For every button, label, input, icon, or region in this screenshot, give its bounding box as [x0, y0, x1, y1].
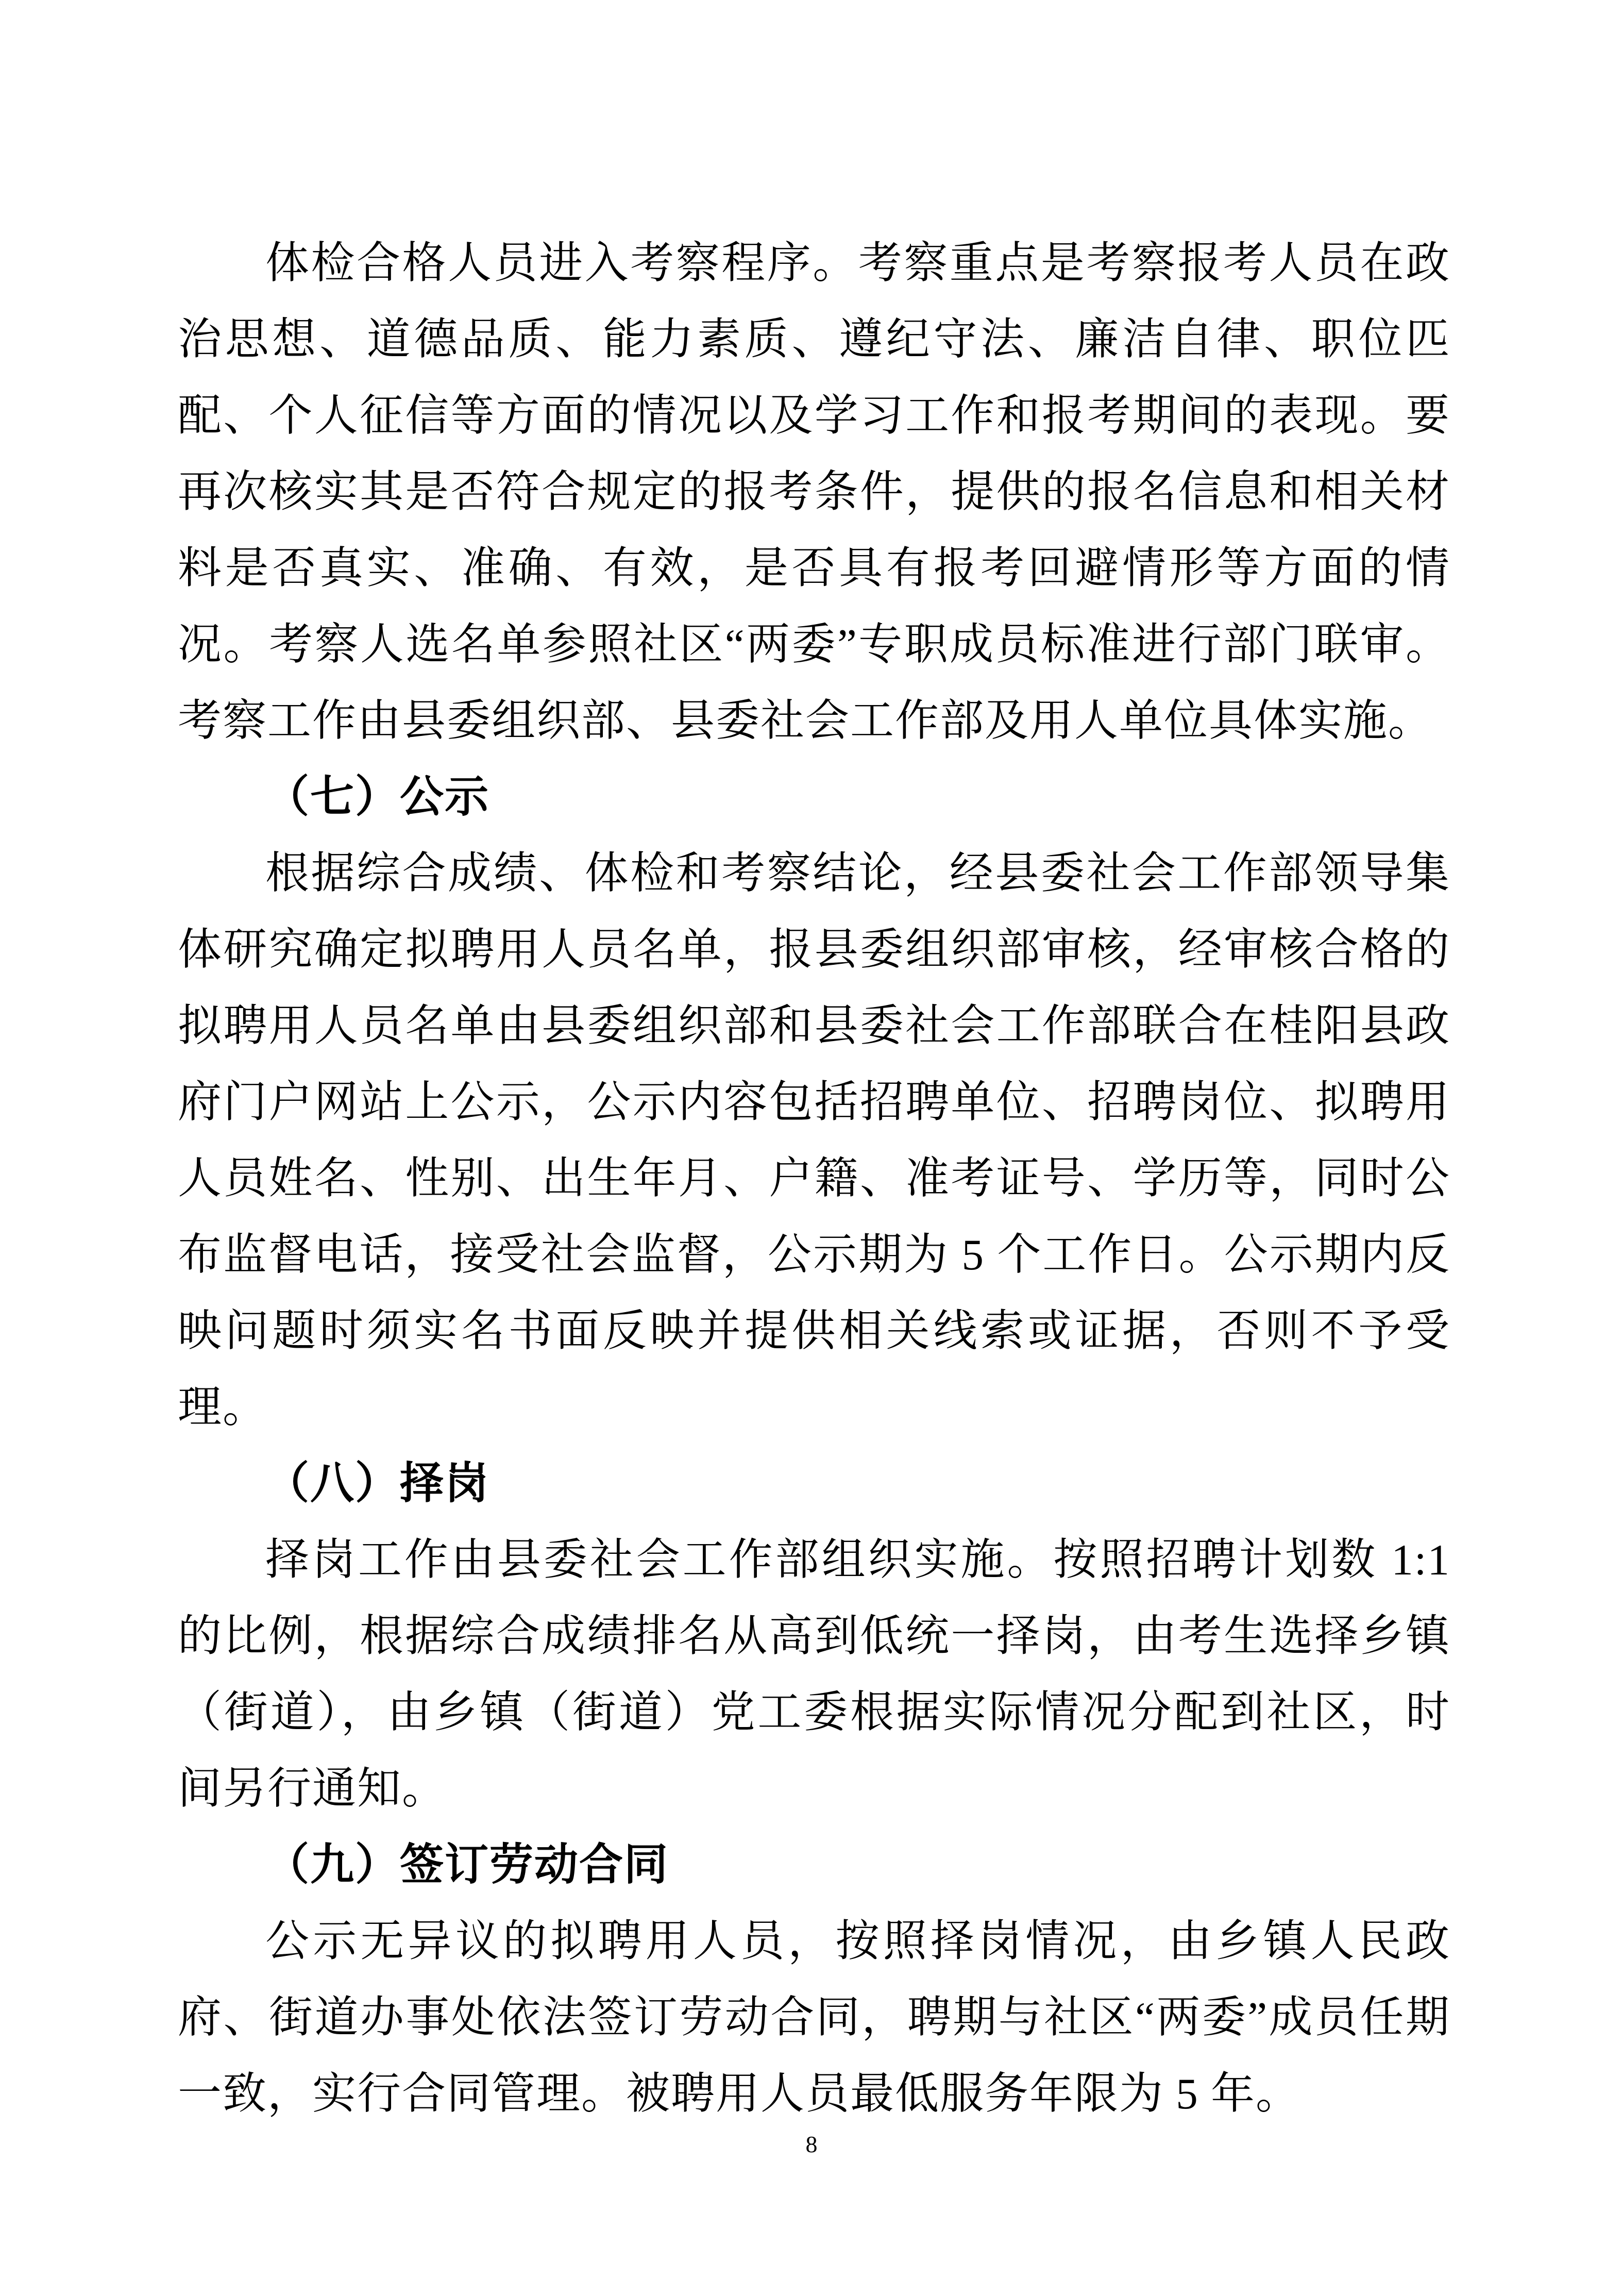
section-heading-8-post-selection: （八）择岗	[265, 1460, 490, 1508]
paragraph-inspection: 体检合格人员进入考察程序。考察重点是考察报考人员在政治思想、道德品质、能力素质、遵纪守法、廉洁自律、职位匹配、个人征信等方面的情况以及学习工作和报考期间的表现。要再次核实其是否符合规定的报考条件，提供的报名信息和相关材料是否真实、准确、有效，是否具有报考回避情形等方面的情况。考察人选名单参照社区“两委”专职成员标准进行部门联审。考察工作由县委组织部、县委社会工作部及用人单位具体实施。	[178, 239, 1450, 745]
section-heading-7-public-notice: （七）公示	[265, 773, 490, 822]
paragraph-labor-contract: 公示无异议的拟聘用人员，按照择岗情况，由乡镇人民政府、街道办事处依法签订劳动合同，聘期与社区“两委”成员任期一致，实行合同管理。被聘用人员最低服务年限为 5 年。	[178, 1917, 1450, 2118]
document-body	[178, 225, 1450, 2132]
section-heading-9-labor-contract: （九）签订劳动合同	[265, 1841, 669, 1889]
paragraph-public-notice: 根据综合成绩、体检和考察结论，经县委社会工作部领导集体研究确定拟聘用人员名单，报县委组织部审核，经审核合格的拟聘用人员名单由县委组织部和县委社会工作部联合在桂阳县政府门户网站上公示，公示内容包括招聘单位、招聘岗位、拟聘用人员姓名、性别、出生年月、户籍、准考证号、学历等，同时公布监督电话，接受社会监督，公示期为 5 个工作日。公示期内反映问题时须实名书面反映并提供相关线索或证据，否则不予受理。	[178, 849, 1450, 1432]
page-number: 8	[805, 2131, 818, 2157]
paragraph-post-selection: 择岗工作由县委社会工作部组织实施。按照招聘计划数 1:1 的比例，根据综合成绩排名从高到低统一择岗，由考生选择乡镇（街道），由乡镇（街道）党工委根据实际情况分配到社区，时间另行通知。	[178, 1536, 1450, 1813]
